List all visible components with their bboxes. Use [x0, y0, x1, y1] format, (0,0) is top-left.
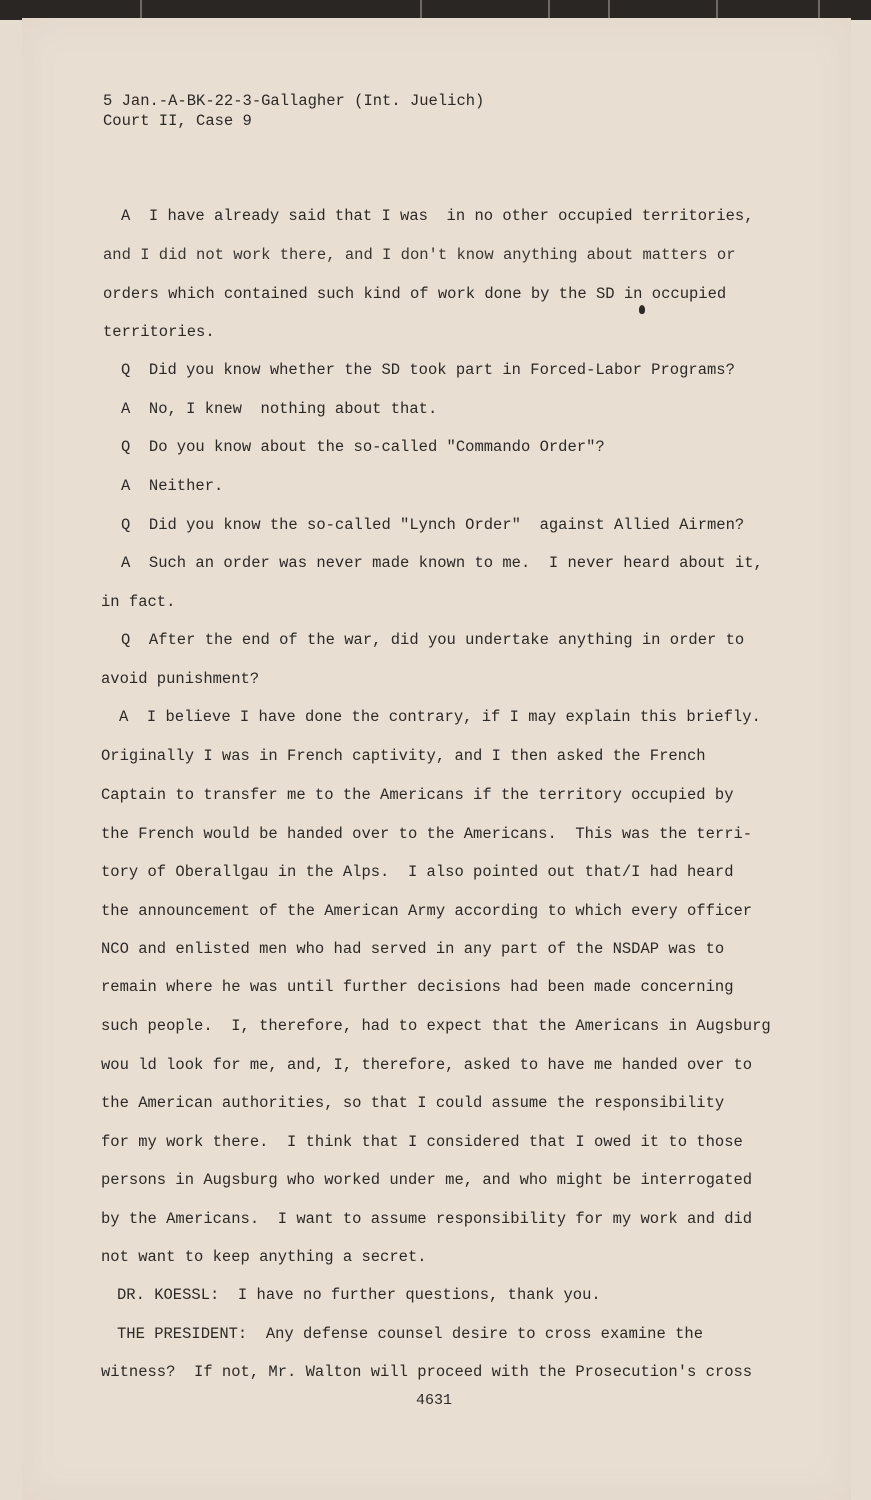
body-line: Captain to transfer me to the Americans if the territory occupied by — [101, 786, 734, 804]
body-line: and I did not work there, and I don't know anything about matters or — [103, 246, 736, 264]
body-line: for my work there. I think that I considered that I owed it to those — [101, 1133, 743, 1151]
ink-mark — [639, 305, 645, 314]
body-line: the American authorities, so that I could assume the responsibility — [101, 1094, 725, 1112]
body-line: A No, I knew nothing about that. — [121, 400, 438, 418]
body-line: the announcement of the American Army according to which every officer — [101, 902, 753, 920]
header-line-1: 5 Jan.-A-BK-22-3-Gallagher (Int. Juelich) — [103, 92, 485, 110]
body-line: Q After the end of the war, did you undertake anything in order to — [121, 631, 745, 649]
body-line: Originally I was in French captivity, and I then asked the French — [101, 747, 706, 765]
body-line: tory of Oberallgau in the Alps. I also pointed out that/I had heard — [101, 863, 734, 881]
body-line: THE PRESIDENT: Any defense counsel desire to cross examine the — [117, 1325, 703, 1343]
body-line: not want to keep anything a secret. — [101, 1248, 427, 1266]
page-number: 4631 — [416, 1392, 453, 1409]
body-line: A Neither. — [121, 477, 224, 495]
body-line: such people. I, therefore, had to expect that the Americans in Augsburg — [101, 1017, 771, 1035]
body-line: DR. KOESSL: I have no further questions, thank you. — [117, 1286, 601, 1304]
body-line: territories. — [103, 323, 215, 341]
body-line: remain where he was until further decisions had been made concerning — [101, 978, 734, 996]
header-line-2: Court II, Case 9 — [103, 112, 252, 130]
body-line: A I have already said that I was in no other occupied territories, — [121, 207, 754, 225]
body-line: the French would be handed over to the Americans. This was the terri- — [101, 825, 753, 843]
body-line: by the Americans. I want to assume responsibility for my work and did — [101, 1210, 753, 1228]
body-line: Q Do you know about the so-called "Commando Order"? — [121, 438, 605, 456]
body-line: in fact. — [101, 593, 176, 611]
body-line: avoid punishment? — [101, 670, 260, 688]
body-line: wou ld look for me, and, I, therefore, asked to have me handed over to — [101, 1056, 753, 1074]
body-line: Q Did you know the so-called "Lynch Order" against Allied Airmen? — [121, 516, 745, 534]
body-line: persons in Augsburg who worked under me, and who might be interrogated — [101, 1171, 753, 1189]
body-line: NCO and enlisted men who had served in any part of the NSDAP was to — [101, 940, 725, 958]
body-line: A I believe I have done the contrary, if I may explain this briefly. — [119, 708, 761, 726]
body-line: A Such an order was never made known to me. I never heard about it, — [121, 554, 763, 572]
body-line: Q Did you know whether the SD took part in Forced-Labor Programs? — [121, 361, 735, 379]
body-line: orders which contained such kind of work done by the SD in occupied — [103, 285, 727, 303]
body-line: witness? If not, Mr. Walton will proceed with the Prosecution's cross — [101, 1363, 753, 1381]
